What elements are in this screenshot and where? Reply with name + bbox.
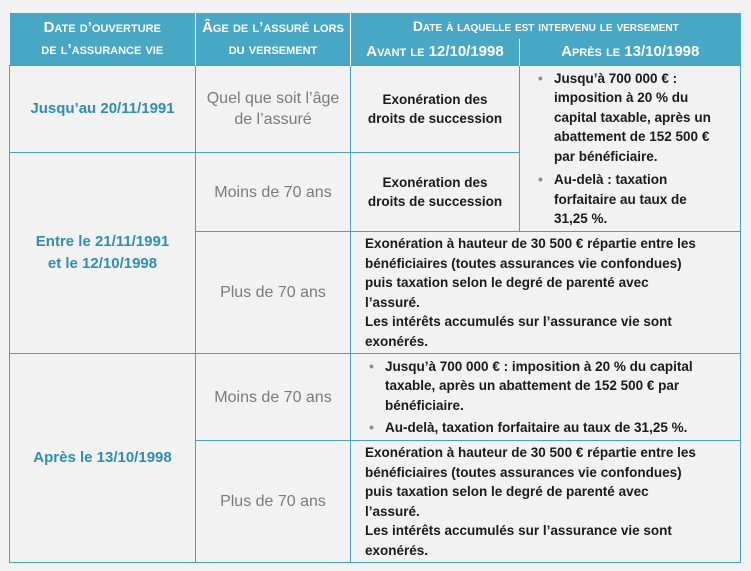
- header-after-date: Après le 13/10/1998: [561, 43, 700, 60]
- row-3a-bullet-2: • Au-delà, taxation forfaitaire au taux de 31,25 %.: [385, 418, 734, 438]
- before-row-2a: Exonération des droits de succession: [351, 153, 520, 232]
- header-before-date: Avant le 12/10/1998: [351, 39, 520, 66]
- after-shared-bullet-2: • Au-delà : taxation forfaitaire au taux de 31,25 %.: [554, 170, 736, 229]
- age-row-2a: Moins de 70 ans: [196, 153, 351, 232]
- after-shared-cell: [520, 66, 741, 232]
- merged-row-2b: Exonération à hauteur de 30 500 € répartie entre les bénéficiaires (toutes assurances vie confondues) puis taxation selon le degré de parenté avec l’assuré. Les intérêts accumulés sur l’assurance vie sont exonérés.: [351, 232, 741, 354]
- row-3a-bullet-1: • Jusqu’à 700 000 € : imposition à 20 % du capital taxable, après un abattement de 152 500 € par bénéficiaire.: [385, 357, 734, 416]
- date-row-3: Après le 13/10/1998: [10, 354, 196, 563]
- merged-row-3b: Exonération à hauteur de 30 500 € répartie entre les bénéficiaires (toutes assurances vie confondues) puis taxation selon le degré de parenté avec l’assuré. Les intérêts accumulés sur l’assurance vie sont exonérés.: [351, 441, 741, 563]
- header-payment-date: Date à laquelle est intervenu le versement: [412, 18, 679, 34]
- assurance-vie-table-container: [9, 13, 740, 560]
- date-row-2: Entre le 21/11/1991 et le 12/10/1998: [10, 153, 196, 354]
- header-age: Âge de l’assuré lors du versement: [196, 13, 351, 66]
- before-row-1: Exonération des droits de succession: [351, 66, 520, 153]
- header-opening-date: Date d’ouverture de l’assurance vie: [10, 13, 196, 66]
- merged-row-3a: [351, 354, 741, 441]
- age-row-3b: Plus de 70 ans: [196, 441, 351, 563]
- assurance-vie-table: [9, 13, 741, 563]
- date-row-1: Jusqu’au 20/11/1991: [10, 66, 196, 153]
- age-row-3a: Moins de 70 ans: [196, 354, 351, 441]
- age-row-1: Quel que soit l’âge de l’assuré: [196, 66, 351, 153]
- after-shared-bullet-1: • Jusqu’à 700 000 € : imposition à 20 % du capital taxable, après un abattement de 152 500 € par bénéficiaire.: [554, 69, 736, 167]
- age-row-2b: Plus de 70 ans: [196, 232, 351, 354]
